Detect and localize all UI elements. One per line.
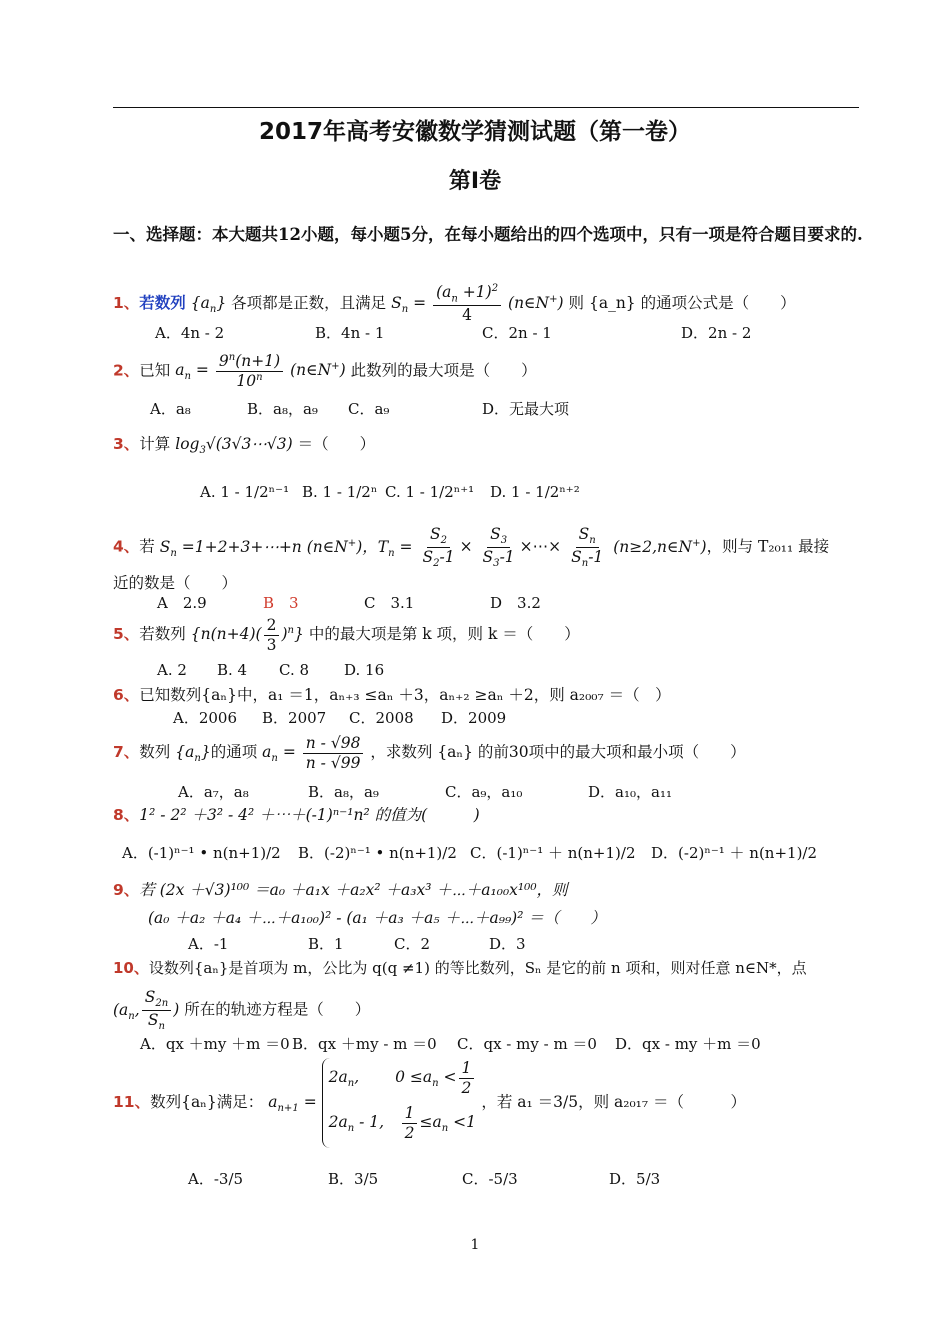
option-c: C．(-1)ⁿ⁻¹ ＋ n(n+1)/2 xyxy=(470,844,636,862)
question-3: 3、计算 $\log_3√(3√3\cdots√3)$ ＝（ ） xyxy=(113,435,376,457)
question-number: 8、 xyxy=(113,806,140,824)
option-d: D．2n - 2 xyxy=(681,324,752,342)
page-number: 1 xyxy=(470,1237,480,1253)
question-tail: 此数列的最大项是（ ） xyxy=(350,361,537,380)
question-9 xyxy=(113,878,568,900)
question-tail: ＝（ ） xyxy=(297,435,376,453)
option-a: A．a₈ xyxy=(150,400,191,418)
option-a: A．-3/5 xyxy=(188,1170,244,1188)
question-text: 已知 xyxy=(139,361,171,380)
page-subtitle: 第Ⅰ卷 xyxy=(448,169,502,194)
option-c: C．a₉，a₁₀ xyxy=(445,783,523,801)
question-number: 5、 xyxy=(113,625,140,644)
question-text: 1² - 2² ＋3² - 4² ＋⋯＋(-1)ⁿ⁻¹n² 的值为( ) xyxy=(139,806,480,824)
option-b: B. 4 xyxy=(217,661,248,679)
question-tail: ，则与 T₂₀₁₁ 最接 xyxy=(706,537,830,556)
question-4: 4、若 $S_n$ =1+2+3+⋯+n (n∈N+)，$T_n$ = $\frac{S_2}{S_2-1}$ × $\frac{S_3}{S_3-1}$ ×⋯× $\frac{S_n}{S_n-1}$ (n≥2,n∈N+)，则与 T₂₀₁₁ 最接 xyxy=(113,525,830,570)
question-number: 9、 xyxy=(113,881,140,899)
option-c: C. 8 xyxy=(279,661,310,679)
option-d: D．5/3 xyxy=(609,1170,661,1188)
option-c: C．a₉ xyxy=(348,400,390,418)
option-d: D．2009 xyxy=(441,709,507,727)
question-number: 2、 xyxy=(113,361,140,380)
piecewise-brace: $2a_n$, $0 \le a_n$ < $\frac{1}{2}$ $2a_n - 1$, $\frac{1}{2}$ $\le a_n <1$ xyxy=(322,1058,477,1148)
option-a: A 2.9 xyxy=(157,594,207,612)
question-9-line2: (a₀ ＋a₂ ＋a₄ ＋⋯＋a₁₀₀)² - (a₁ ＋a₃ ＋a₅ ＋⋯＋a₉₉)² ＝（ ） xyxy=(148,909,606,927)
question-tail: ，求数列 {aₙ} 的前30项中的最大项和最小项（ ） xyxy=(370,743,746,762)
question-number: 10、 xyxy=(113,959,149,977)
question-number: 4、 xyxy=(113,537,140,556)
option-a: A．2006 xyxy=(173,709,238,727)
question-text: 计算 xyxy=(139,435,171,453)
question-number: 6、 xyxy=(113,686,140,704)
question-lead: 若数列 xyxy=(139,292,186,312)
option-a: A．-1 xyxy=(188,935,229,953)
question-2: 2、已知 $a_n$ = $\frac{9^n(n+1)}{10^n}$ (n∈N+) 此数列的最大项是（ ） xyxy=(113,352,537,390)
option-c: C．2 xyxy=(394,935,431,953)
question-mid: 的通项 xyxy=(210,743,258,762)
section-heading: 一、选择题：本大题共12小题，每小题5分，在每小题给出的四个选项中，只有一项是符合题目要求的. xyxy=(113,225,863,244)
option-b: B．a₈，a₉ xyxy=(247,400,318,418)
option-b: B．3/5 xyxy=(328,1170,379,1188)
question-10-line2: ($a_n$, $\frac{S_{2n}}{S_n}$ ) 所在的轨迹方程是（ ） xyxy=(113,988,371,1033)
question-text: 若数列 xyxy=(139,625,186,644)
option-d: D 3.2 xyxy=(490,594,541,612)
question-text: 数列 xyxy=(139,743,171,762)
question-10 xyxy=(113,957,807,978)
option-c: C 3.1 xyxy=(364,594,415,612)
option-a: A．(-1)ⁿ⁻¹ • n(n+1)/2 xyxy=(122,844,281,862)
question-number: 7、 xyxy=(113,743,140,762)
option-a: A．4n - 2 xyxy=(155,324,225,342)
option-b: B．(-2)ⁿ⁻¹ • n(n+1)/2 xyxy=(298,844,457,862)
question-tail: ，若 a₁ ＝3/5，则 a₂₀₁₇ ＝（ ） xyxy=(481,1093,747,1112)
question-tail: 则 {a_n} 的通项公式是（ ） xyxy=(568,293,796,312)
question-number: 3、 xyxy=(113,435,140,453)
option-d: D. 1 - 1/2ⁿ⁺² xyxy=(490,483,580,501)
option-a: A．qx ＋my ＋m ＝0 xyxy=(140,1035,290,1053)
option-b: B．2007 xyxy=(262,709,327,727)
option-b: B 3 xyxy=(263,594,299,612)
option-c: C．2n - 1 xyxy=(482,324,552,342)
option-b: B．qx ＋my - m ＝0 xyxy=(292,1035,437,1053)
question-5: 5、若数列 {n(n+4)( $\frac{2}{3}$ )$^n$} 中的最大项是第 k 项，则 k ＝（ ） xyxy=(113,616,580,654)
question-text: 若 (2x ＋√3)¹⁰⁰ ＝a₀ ＋a₁x ＋a₂x² ＋a₃x³ ＋⋯＋a₁₀₀x¹⁰⁰，则 xyxy=(139,881,568,899)
option-d: D．qx - my ＋m ＝0 xyxy=(615,1035,761,1053)
question-text: 数列{aₙ}满足： xyxy=(150,1093,264,1112)
option-d: D．(-2)ⁿ⁻¹ ＋ n(n+1)/2 xyxy=(651,844,818,862)
question-text: 设数列{aₙ}是首项为 m，公比为 q(q ≠1) 的等比数列，Sₙ 是它的前 n 项和，则对任意 n∈N*，点 xyxy=(148,959,807,977)
option-a: A．a₇，a₈ xyxy=(178,783,249,801)
option-d: D．无最大项 xyxy=(482,400,570,418)
page-title: 2017年高考安徽数学猜测试题（第一卷） xyxy=(258,119,691,145)
option-b: B．1 xyxy=(308,935,344,953)
option-d: D．3 xyxy=(489,935,526,953)
option-c: C．-5/3 xyxy=(462,1170,518,1188)
option-d: D. 16 xyxy=(344,661,385,679)
option-b: B．a₈，a₉ xyxy=(308,783,379,801)
option-c: C. 1 - 1/2ⁿ⁺¹ xyxy=(385,483,475,501)
question-text: 所在的轨迹方程是（ ） xyxy=(184,1000,371,1019)
question-tail: 中的最大项是第 k 项，则 k ＝（ ） xyxy=(308,625,580,644)
option-b: B. 1 - 1/2ⁿ xyxy=(302,483,378,501)
question-1: 1、若数列 $\{a_n\}$ 各项都是正数，且满足 $S_n$ = $\frac{(a_n +1)^2}{4}$ (n∈N+) 则 {a_n} 的通项公式是（ ） xyxy=(113,283,796,325)
option-d: D．a₁₀，a₁₁ xyxy=(588,783,672,801)
option-c: C．2008 xyxy=(349,709,414,727)
option-a: A. 2 xyxy=(157,661,187,679)
option-b: B．4n - 1 xyxy=(315,324,385,342)
option-a: A. 1 - 1/2ⁿ⁻¹ xyxy=(200,483,290,501)
question-6 xyxy=(113,683,671,705)
question-8 xyxy=(113,803,480,825)
option-c: C．qx - my - m ＝0 xyxy=(457,1035,597,1053)
question-text: 若 xyxy=(139,537,155,556)
question-text: 已知数列{aₙ}中，a₁ ＝1，aₙ₊₃ ≤aₙ ＋3，aₙ₊₂ ≥aₙ ＋2，则 a₂₀₀₇ ＝（ ） xyxy=(139,686,671,704)
question-11: 11、数列{aₙ}满足： $a_{n+1}$ = $2a_n$, $0 \le a_n$ < $\frac{1}{2}$ $2a_n - 1$, $\frac{1}{2}$ $\le a_n <1$ ，若 a₁ ＝3/5，则 a₂₀₁₇ ＝（ ） xyxy=(113,1058,746,1148)
question-text: 各项都是正数，且满足 xyxy=(231,293,387,312)
question-number: 11、 xyxy=(113,1093,151,1112)
question-number: 1、 xyxy=(113,293,140,312)
question-4-continued: 近的数是（ ） xyxy=(113,574,238,592)
top-rule xyxy=(113,107,859,108)
question-7: 7、数列 $\{a_n\}$的通项 $a_n$ = $\frac{n - √98}{n - √99}$ ，求数列 {aₙ} 的前30项中的最大项和最小项（ ） xyxy=(113,734,746,772)
